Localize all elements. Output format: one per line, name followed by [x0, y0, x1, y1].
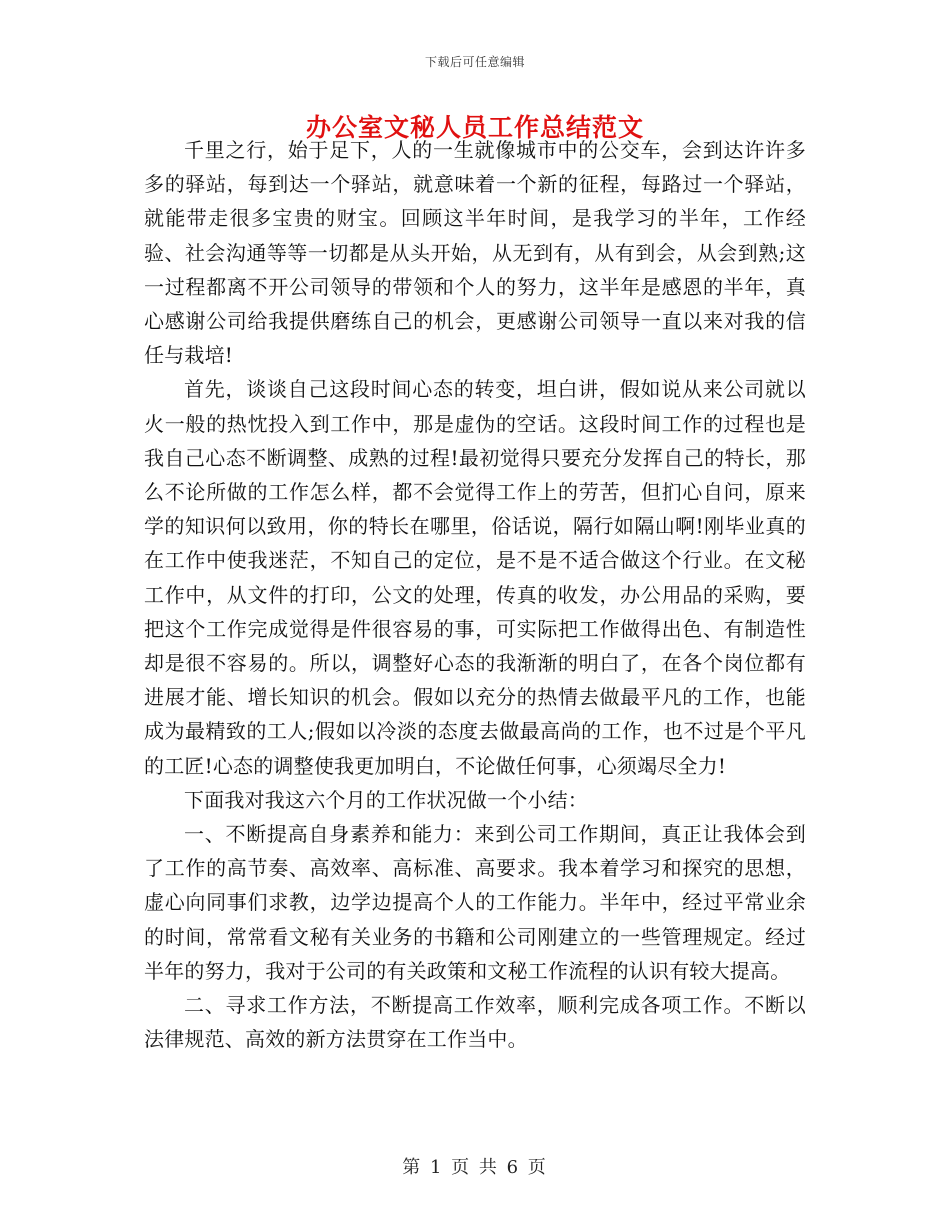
- paragraph-intro: 千里之行，始于足下，人的一生就像城市中的公交车，会到达许许多多的驿站，每到达一个驿站，就意味着一个新的征程，每路过一个驿站，就能带走很多宝贵的财宝。回顾这半年时间，是我学习的半年，工作经验、社会沟通等等一切都是从头开始，从无到有，从有到会，从会到熟;这一过程都离不开公司领导的带领和个人的努力，这半年是感恩的半年，真心感谢公司给我提供磨练自己的机会，更感谢公司领导一直以来对我的信任与栽培!: [144, 138, 806, 368]
- paragraph-section-one: 一、不断提高自身素养和能力：来到公司工作期间，真正让我体会到了工作的高节奏、高效率、高标准、高要求。我本着学习和探究的思想，虚心向同事们求教，边学边提高个人的工作能力。半年中，经过平常业余的时间，常常看文秘有关业务的书籍和公司刚建立的一些管理规定。经过半年的努力，我对于公司的有关政策和文秘工作流程的认识有较大提高。: [144, 822, 806, 983]
- document-title: 办公室文秘人员工作总结范文: [305, 113, 644, 142]
- paragraph-mindset: 首先，谈谈自己这段时间心态的转变，坦白讲，假如说从来公司就以火一般的热忱投入到工作中，那是虚伪的空话。这段时间工作的过程也是我自己心态不断调整、成熟的过程!最初觉得只要充分发挥自己的特长，那么不论所做的工作怎么样，都不会觉得工作上的劳苦，但扪心自问，原来学的知识何以致用，你的特长在哪里，俗话说，隔行如隔山啊!刚毕业真的在工作中使我迷茫，不知自己的定位，是不是不适合做这个行业。在文秘工作中，从文件的打印，公文的处理，传真的收发，办公用品的采购，要把这个工作完成觉得是件很容易的事，可实际把工作做得出色、有制造性却是很不容易的。所以，调整好心态的我渐渐的明白了，在各个岗位都有进展才能、增长知识的机会。假如以充分的热情去做最平凡的工作，也能成为最精致的工人;假如以冷淡的态度去做最高尚的工作，也不过是个平凡的工匠!心态的调整使我更加明白，不论做任何事，心须竭尽全力!: [144, 377, 806, 778]
- document-body: [144, 133, 806, 1056]
- paragraph-summary-intro: 下面我对我这六个月的工作状况做一个小结：: [184, 787, 588, 812]
- page-number-footer: 第 1 页 共 6 页: [402, 1157, 548, 1178]
- page-header-note: 下载后可任意编辑: [424, 55, 525, 69]
- paragraph-section-two: 二、寻求工作方法，不断提高工作效率，顺利完成各项工作。不断以法律规范、高效的新方法贯穿在工作当中。: [144, 993, 806, 1052]
